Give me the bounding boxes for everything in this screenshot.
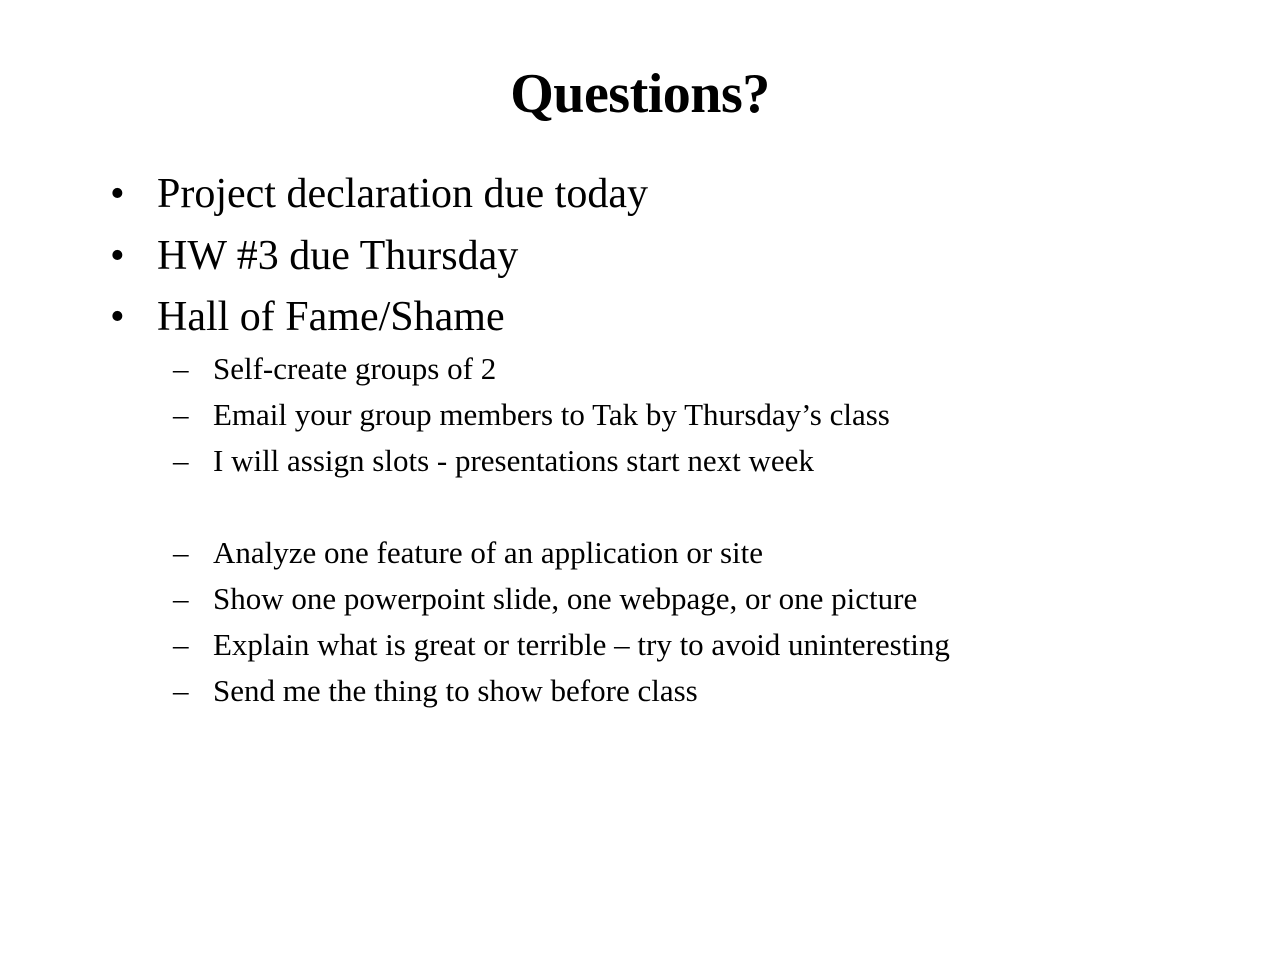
dash-mark: – bbox=[173, 581, 189, 616]
dash-mark: – bbox=[173, 397, 189, 432]
bullet-mark: • bbox=[110, 294, 125, 340]
bullet-text: Project declaration due today bbox=[157, 171, 648, 217]
bullet-mark: • bbox=[110, 233, 125, 279]
bullet-text: Hall of Fame/Shame bbox=[157, 294, 505, 340]
sub-bullet-text: Email your group members to Tak by Thursday’s class bbox=[213, 397, 890, 432]
bullet-text: HW #3 due Thursday bbox=[157, 233, 519, 279]
sub-bullet-text: Self-create groups of 2 bbox=[213, 351, 497, 386]
sub-bullet-text: Show one powerpoint slide, one webpage, or one picture bbox=[213, 581, 918, 616]
slide-title: Questions? bbox=[510, 63, 770, 125]
bullet-mark: • bbox=[110, 171, 125, 217]
dash-mark: – bbox=[173, 673, 189, 708]
dash-mark: – bbox=[173, 351, 189, 386]
dash-mark: – bbox=[173, 443, 189, 478]
sub-bullet-text: Send me the thing to show before class bbox=[213, 673, 698, 708]
sub-bullet-text: I will assign slots - presentations start next week bbox=[213, 443, 814, 478]
dash-mark: – bbox=[173, 627, 189, 662]
sub-bullet-text: Analyze one feature of an application or site bbox=[213, 535, 764, 570]
sub-bullet-text: Explain what is great or terrible – try to avoid uninteresting bbox=[213, 627, 950, 662]
dash-mark: – bbox=[173, 535, 189, 570]
